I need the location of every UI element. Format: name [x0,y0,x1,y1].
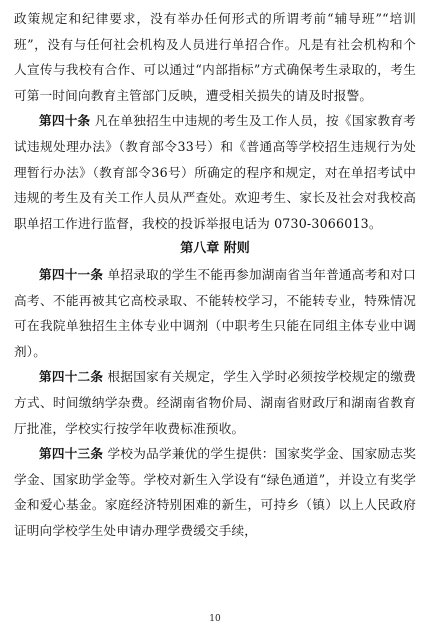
article-43-text: 学校为品学兼优的学生提供：国家奖学金、国家励志奖学金、国家助学金等。学校对新生入学设有“绿色通道”，并设立有奖学金和爱心基金。家庭经济特别困难的新生，可持乡（镇）以上人民政府证明向学校学生处申请办理学费缓交手续， [14,446,416,538]
article-41-text: 单招录取的学生不能再参加湖南省当年普通高考和对口高考、不能再被其它高校录取、不能转校学习，不能转专业，特殊情况可在我院单独招生主体专业中调剂（中职考生只能在同组主体专业中调剂）。 [14,266,416,359]
article-40 [14,108,416,236]
paragraph-intro [14,6,416,108]
article-42-label: 第四十二条 [39,369,104,385]
article-43 [14,441,416,543]
article-42-text: 根据国家有关规定，学生入学时必须按学校规定的缴费方式、时间缴纳学杂费。经湖南省物价局、湖南省财政厅和湖南省教育厅批准，学校实行按学年收费标准预收。 [14,369,416,436]
article-42 [14,364,416,441]
article-41 [14,262,416,364]
article-41-label: 第四十一条 [39,266,104,282]
article-40-text: 凡在单独招生中违规的考生及工作人员，按《国家教育考试违规处理办法》（教育部令33号）和《普通高等学校招生违规行为处理暂行办法》（教育部令36号）所确定的程序和规定，对在单招考试中违规的考生及有关工作人员从严查处。欢迎考生、家长及社会对我校高职单招工作进行监督，我校的投诉举报电话为 0730-3066013。 [14,113,416,231]
page-number: 10 [209,614,221,624]
article-40-label: 第四十条 [39,113,91,129]
article-43-label: 第四十三条 [39,446,104,462]
paragraph-intro-text: 政策规定和纪律要求，没有举办任何形式的所谓考前“辅导班”“培训班”，没有与任何社会机构及人员进行单招合作。凡是有社会机构和个人宣传与我校有合作、可以通过“内部指标”方式确保考生录取的，考生可第一时间向教育主管部门反映，遭受相关损失的请及时报警。 [14,11,416,103]
chapter-8-heading: 第八章 附则 [180,241,250,257]
